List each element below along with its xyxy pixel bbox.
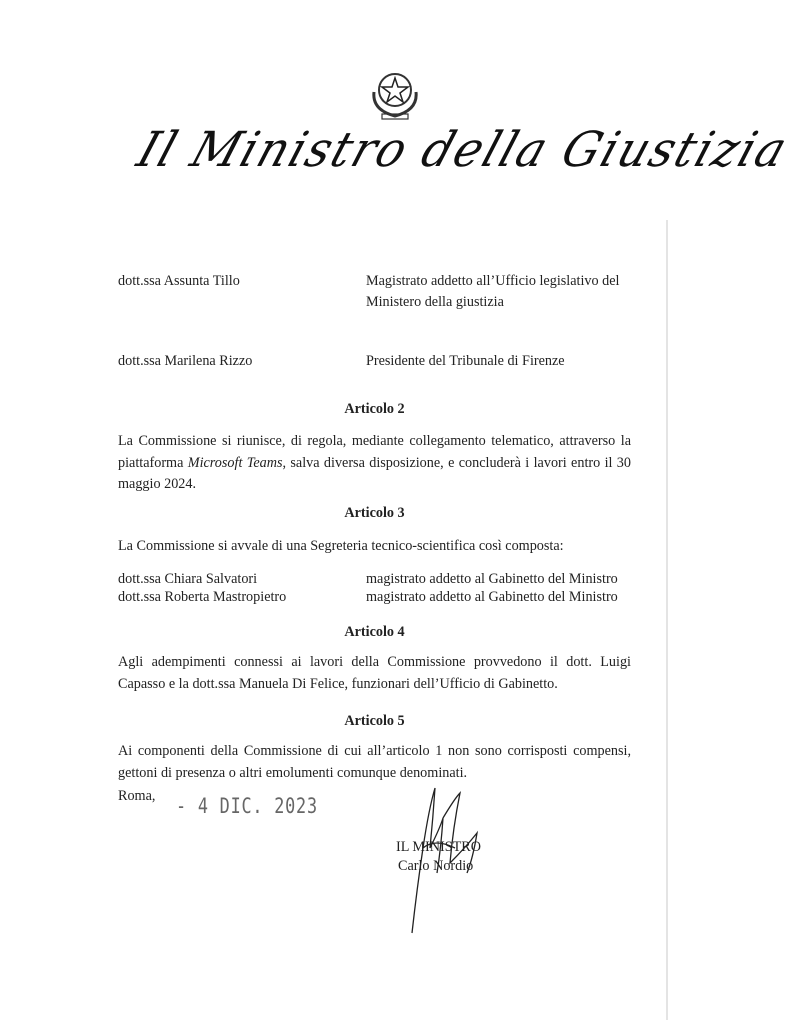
signature [395,778,495,938]
letterhead-title: Il Ministro della Giustizia [130,120,796,178]
member-role-cont: Ministero della giustizia [366,294,504,310]
article-2-heading: Articolo 2 [344,401,405,417]
text: La Commissione si riunisce, di regola, mediante collegamento telematico, attraverso la piattaforma [118,433,631,471]
secretariat-name: dott.ssa Chiara Salvatori [118,571,258,587]
member-role: Presidente del Tribunale di Firenze [366,353,565,369]
platform-name: Microsoft Teams [187,454,283,471]
secretariat-role: magistrato addetto al Gabinetto del Ministro [366,571,618,587]
article-2-text [118,431,631,496]
article-3-text: La Commissione si avvale di una Segreteria tecnico-scientifica così composta: [118,538,564,554]
secretariat-role: magistrato addetto al Gabinetto del Ministro [366,589,618,605]
article-5-text: Ai componenti della Commissione di cui all’articolo 1 non sono corrisposti compensi, gettoni di presenza o altri emolumenti comunque denominati. [118,743,631,781]
signer-title: IL MINISTRO [396,839,481,855]
date-stamp: - 4 DIC. 2023 [176,794,318,818]
article-4-text: Agli adempimenti connessi ai lavori della Commissione provvedono il dott. Luigi Capasso e la dott.ssa Manuela Di Felice, funzionari dell’Ufficio di Gabinetto. [118,654,631,692]
member-name: dott.ssa Marilena Rizzo [118,353,253,369]
article-4-heading: Articolo 4 [344,624,405,640]
text: , salva diversa disposizione, e concluderà i lavori entro il 30 maggio 2024. [118,454,631,492]
scan-edge [666,220,668,1020]
article-3-heading: Articolo 3 [344,505,405,521]
secretariat-name: dott.ssa Roberta Mastropietro [118,589,287,605]
place: Roma, [118,788,156,804]
member-role: Magistrato addetto all’Ufficio legislativo del [366,273,620,289]
italian-republic-emblem-icon [368,62,422,124]
article-5-heading: Articolo 5 [344,713,405,729]
member-name: dott.ssa Assunta Tillo [118,273,240,289]
signer-name: Carlo Nordio [398,858,474,874]
